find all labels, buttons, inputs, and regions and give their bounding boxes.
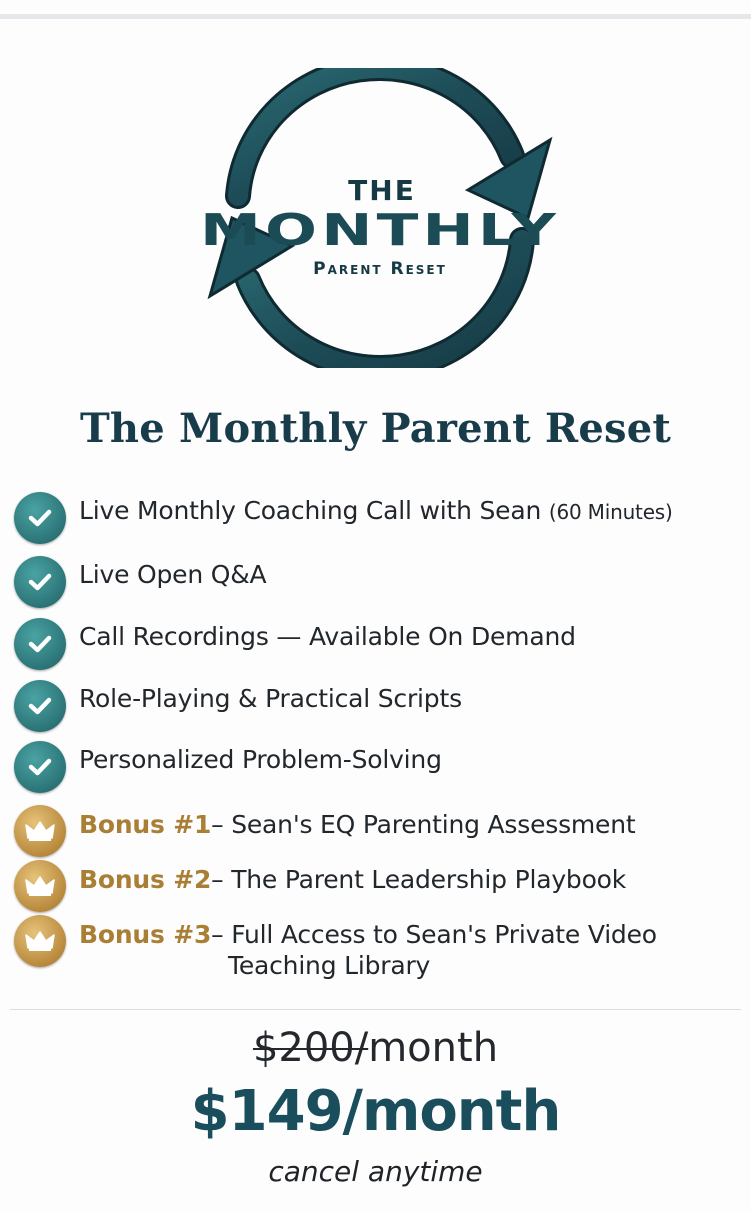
old-price-period: month [368, 1025, 499, 1071]
list-item-bonus-2 [14, 860, 626, 912]
pricing-divider [10, 1009, 741, 1010]
list-item-open-qa [14, 556, 266, 608]
bonus-text: – Full Access to Sean's Private Video [211, 920, 657, 949]
bonus-label: Bonus #1 [79, 810, 212, 839]
feature-text: Live Monthly Coaching Call with Sean [79, 496, 542, 525]
check-icon [14, 741, 66, 793]
list-item-problem-solving [14, 741, 442, 793]
crown-icon [14, 860, 66, 912]
list-item-coaching-call [14, 492, 673, 544]
old-price [0, 1025, 751, 1071]
list-item-label: Call Recordings — Available On Demand [79, 622, 576, 651]
list-item-bonus-3 [14, 915, 657, 981]
monthly-parent-reset-logo [190, 68, 570, 368]
list-item-label: Personalized Problem-Solving [79, 745, 442, 774]
list-item-label [79, 805, 635, 840]
list-item-call-recordings [14, 618, 576, 670]
check-icon [14, 680, 66, 732]
check-icon [14, 618, 66, 670]
list-item-role-playing [14, 680, 462, 732]
feature-note: (60 Minutes) [548, 500, 673, 524]
list-item-label [79, 860, 626, 895]
logo-line-the: THE [348, 174, 416, 207]
top-divider [0, 14, 751, 19]
bonus-text: – The Parent Leadership Playbook [211, 865, 627, 894]
list-item-label: Role-Playing & Practical Scripts [79, 684, 462, 713]
crown-icon [14, 915, 66, 967]
bonus-label: Bonus #3 [79, 920, 212, 949]
new-price: $149/month [190, 1079, 561, 1144]
bonus-text-line-2: Teaching Library [228, 951, 431, 980]
logo-line-parent-reset: Parent Reset [313, 259, 447, 279]
bonus-label: Bonus #2 [79, 865, 212, 894]
cancel-note: cancel anytime [268, 1155, 483, 1188]
list-item-label [79, 915, 657, 981]
check-icon [14, 556, 66, 608]
list-item-label: Live Open Q&A [79, 560, 267, 589]
check-icon [14, 492, 66, 544]
list-item-bonus-1 [14, 805, 635, 857]
logo-line-monthly: MONTHLY [200, 205, 560, 256]
old-price-amount: $200/ [252, 1025, 369, 1071]
page-title: The Monthly Parent Reset [79, 405, 672, 452]
bonus-text: – Sean's EQ Parenting Assessment [211, 810, 636, 839]
crown-icon [14, 805, 66, 857]
list-item-label [79, 492, 673, 528]
